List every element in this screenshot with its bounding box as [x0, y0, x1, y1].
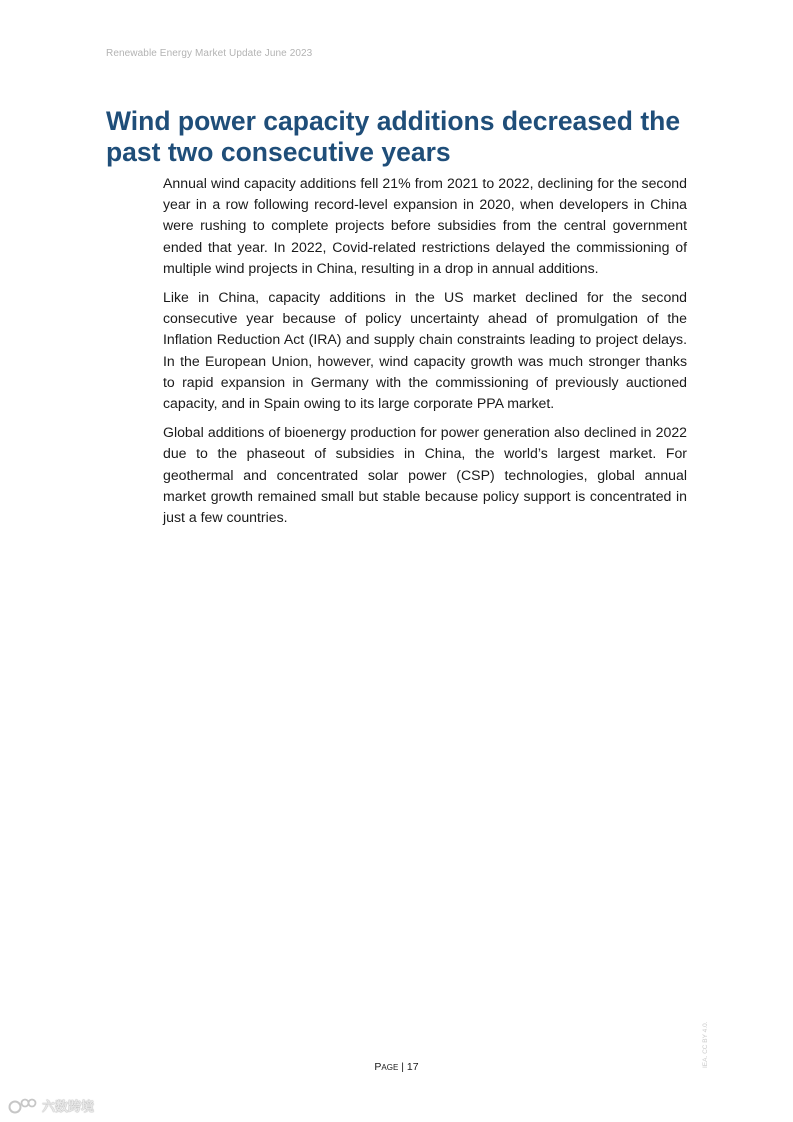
- paragraph-2: Like in China, capacity additions in the US market declined for the second consecutive year because of policy uncertainty ahead of promulgation of the Inflation Reduction Act (IRA) and supply chain constraints leading to project delays. In the European Union, however, wind capacity growth was much stronger thanks to rapid expansion in Germany with the commissioning of previously auctioned capacity, and in Spain owing to its large corporate PPA market.: [163, 289, 687, 412]
- running-header: Renewable Energy Market Update June 2023: [106, 48, 313, 59]
- section-title: Wind power capacity additions decreased the past two consecutive years: [106, 106, 681, 167]
- license-note: IEA. CC BY 4.0.: [702, 1021, 709, 1068]
- page-number: 17: [406, 1061, 419, 1073]
- page-separator: |: [401, 1061, 404, 1073]
- watermark-logo-icon: [8, 1097, 38, 1115]
- watermark: [8, 1096, 94, 1115]
- paragraph-1: Annual wind capacity additions fell 21% from 2021 to 2022, declining for the second year in a row following record-level expansion in 2020, when developers in China were rushing to complete projects before subsidies from the central government ended that year. In 2022, Covid-related restrictions delayed the commissioning of multiple wind projects in China, resulting in a drop in annual additions.: [163, 175, 687, 276]
- page-footer: [0, 1061, 793, 1073]
- body-text: [163, 173, 687, 536]
- watermark-text: 六数跨境: [42, 1099, 95, 1114]
- paragraph-3: Global additions of bioenergy production for power generation also declined in 2022 due to the phaseout of subsidies in China, the world’s largest market. For geothermal and concentrated solar power (CSP) technologies, global annual market growth remained small but stable because policy support is concentrated in just a few countries.: [163, 424, 687, 526]
- page-label: PAGE: [374, 1061, 399, 1073]
